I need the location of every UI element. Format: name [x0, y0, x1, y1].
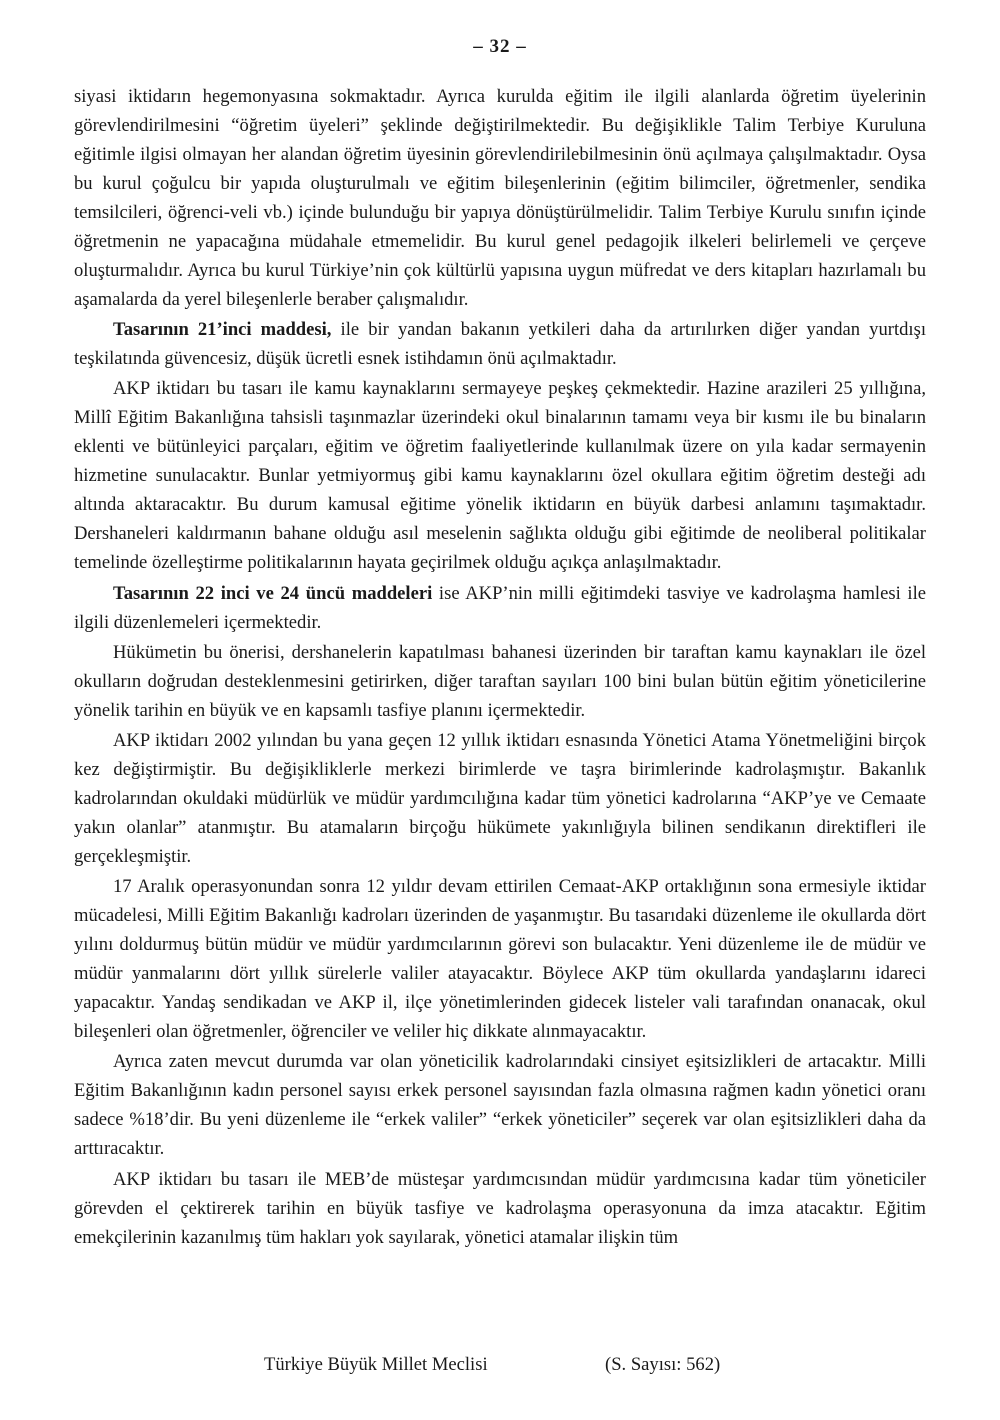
- footer-institution: Türkiye Büyük Millet Meclisi: [264, 1354, 488, 1375]
- page-number: – 32 –: [473, 36, 527, 57]
- paragraph-text: siyasi iktidarın hegemonyasına sokmaktadır. Ayrıca kurulda eğitim ile ilgili alanlarda öğretim üyelerinin görevlendirilmesini “öğretim üyeleri” şeklinde değiştirilmektedir. Bu değişiklikle Talim Terbiye Kuruluna eğitimle ilgisi olmayan her alandan öğretim üyesinin görevlendirilebilmesinin önü açılmaya çalışılmaktadır. Oysa bu kurul çoğulcu bir yapıda oluşturulmalı ve eğitim bileşenlerinin (eğitim bilimciler, öğretmenler, sendika temsilcileri, öğrenci-veli vb.) içinde bulunduğu bir yapıya dönüştürülmelidir. Talim Terbiye Kurulu sınıfın içinde öğretmenin ne yapacağına müdahale etmemelidir. Bu kurul genel pedagojik ilkeleri belirlemeli ve çerçeve oluşturmalıdır. Ayrıca bu kurul Türkiye’nin çok kültürlü yapısına uygun müfredat ve ders kitapları hazırlamalı bu aşamalarda da yerel bileşenlerle beraber çalışmalıdır.: [74, 86, 926, 310]
- paragraph-6: [74, 726, 926, 871]
- paragraph-bold-lead: Tasarının 22 inci ve 24 üncü maddeleri: [113, 582, 433, 604]
- paragraph-text: ise AKP’nin milli eğitimdeki tasviye ve kadrolaşma hamlesi ile ilgili düzenlemeleri içermektedir.: [74, 582, 926, 633]
- paragraph-bold-lead: Tasarının 21’inci maddesi,: [113, 319, 332, 341]
- paragraph-text: ile bir yandan bakanın yetkileri daha da artırılırken diğer yandan yurtdışı teşkilatında güvencesiz, düşük ücretli esnek istihdamın önü açılmaktadır.: [74, 319, 926, 370]
- paragraph-text: 17 Aralık operasyonundan sonra 12 yıldır devam ettirilen Cemaat-AKP ortaklığının sona ermesiyle iktidar mücadelesi, Milli Eğitim Bakanlığı kadroları üzerinden de yaşanmıştır. Bu tasarıdaki düzenleme ile okullarda dört yılını doldurmuş bütün müdür ve müdür yardımcılarının görevi son bulacaktır. Yeni düzenleme ile de müdür ve müdür yanmalarını dört yıllık sürelerle valiler atayacaktır. Böylece AKP tüm okullarda yandaşlarını idareci yapacaktır. Yandaş sendikadan ve AKP il, ilçe yönetimlerinden gidecek listeler vali tarafından onanacak, okul bileşenleri olan öğretmenler, öğrenciler ve veliler hiç dikkate alınmayacaktır.: [74, 876, 926, 1043]
- document-body: [74, 82, 926, 1253]
- paragraph-5: [74, 638, 926, 725]
- paragraph-1: [74, 82, 926, 314]
- paragraph-text: AKP iktidarı bu tasarı ile kamu kaynaklarını sermayeye peşkeş çekmektedir. Hazine arazileri 25 yıllığına, Millî Eğitim Bakanlığına tahsisli taşınmazlar üzerindeki okul binalarının tamamı veya bir kısmı ile bu binaların eklenti ve bütünleyici parçaları, eğitim ve öğretim faaliyetlerinde kullanılmak üzere on yıla kadar sermayenin hizmetine sunulacaktır. Bunlar yetmiyormuş gibi kamu kaynaklarını özel okullara eğitim öğretim desteği adı altında aktaracaktır. Bu durum kamusal eğitime yönelik iktidarın en büyük darbesi anlamını taşımaktadır. Dershaneleri kaldırmanın bahane olduğu asıl meselenin sağlıkta olduğu gibi eğitimde de neoliberal politikalar temelinde özelleştirme politikalarının hayata geçirilmek olduğu açıkça anlaşılmaktadır.: [74, 378, 926, 574]
- paragraph-text: AKP iktidarı bu tasarı ile MEB’de müsteşar yardımcısından müdür yardımcısına kadar tüm yöneticiler görevden el çektirerek tarihin en büyük tasfiye ve kadrolaşma operasyonuna da imza atacaktır. Eğitim emekçilerinin kazanılmış tüm hakları yok sayılarak, yönetici atamalar ilişkin tüm: [74, 1168, 926, 1248]
- paragraph-text: Ayrıca zaten mevcut durumda var olan yöneticilik kadrolarındaki cinsiyet eşitsizlikleri de artacaktır. Milli Eğitim Bakanlığının kadın personel sayısı erkek personel sayısından fazla olmasına rağmen kadın yönetici oranı sadece %18’dir. Bu yeni düzenleme ile “erkek valiler” “erkek yöneticiler” seçerek var olan eşitsizlikleri daha da arttıracaktır.: [74, 1051, 926, 1160]
- paragraph-4: [74, 579, 926, 637]
- paragraph-8: [74, 1047, 926, 1163]
- paragraph-2: [74, 315, 926, 373]
- paragraph-text: Hükümetin bu önerisi, dershanelerin kapatılması bahanesi üzerinden bir taraftan kamu kaynakları ile özel okulların doğrudan desteklenmesini getirirken, diğer taraftan sayıları 100 bini bulan bütün eğitim yöneticilerine yönelik tarihin en büyük ve en kapsamlı tasfiye planını içermektedir.: [74, 641, 926, 721]
- paragraph-7: [74, 872, 926, 1046]
- paragraph-3: [74, 374, 926, 577]
- paragraph-9: [74, 1165, 926, 1252]
- footer-issue-number: (S. Sayısı: 562): [605, 1354, 721, 1375]
- paragraph-text: AKP iktidarı 2002 yılından bu yana geçen 12 yıllık iktidarı esnasında Yönetici Atama Yönetmeliğini birçok kez değiştirmiştir. Bu değişikliklerle merkezi birimlerde ve taşra birimlerinde kadrolaşmıştır. Bakanlık kadrolarından okuldaki müdürlük ve müdür yardımcılığına kadar tüm yönetici kadrolarına “AKP’ye ve Cemaate yakın olanlar” atanmıştır. Bu atamaların birçoğu hükümete yakınlığıyla bilinen sendikanın direktifleri ile gerçekleşmiştir.: [74, 729, 926, 867]
